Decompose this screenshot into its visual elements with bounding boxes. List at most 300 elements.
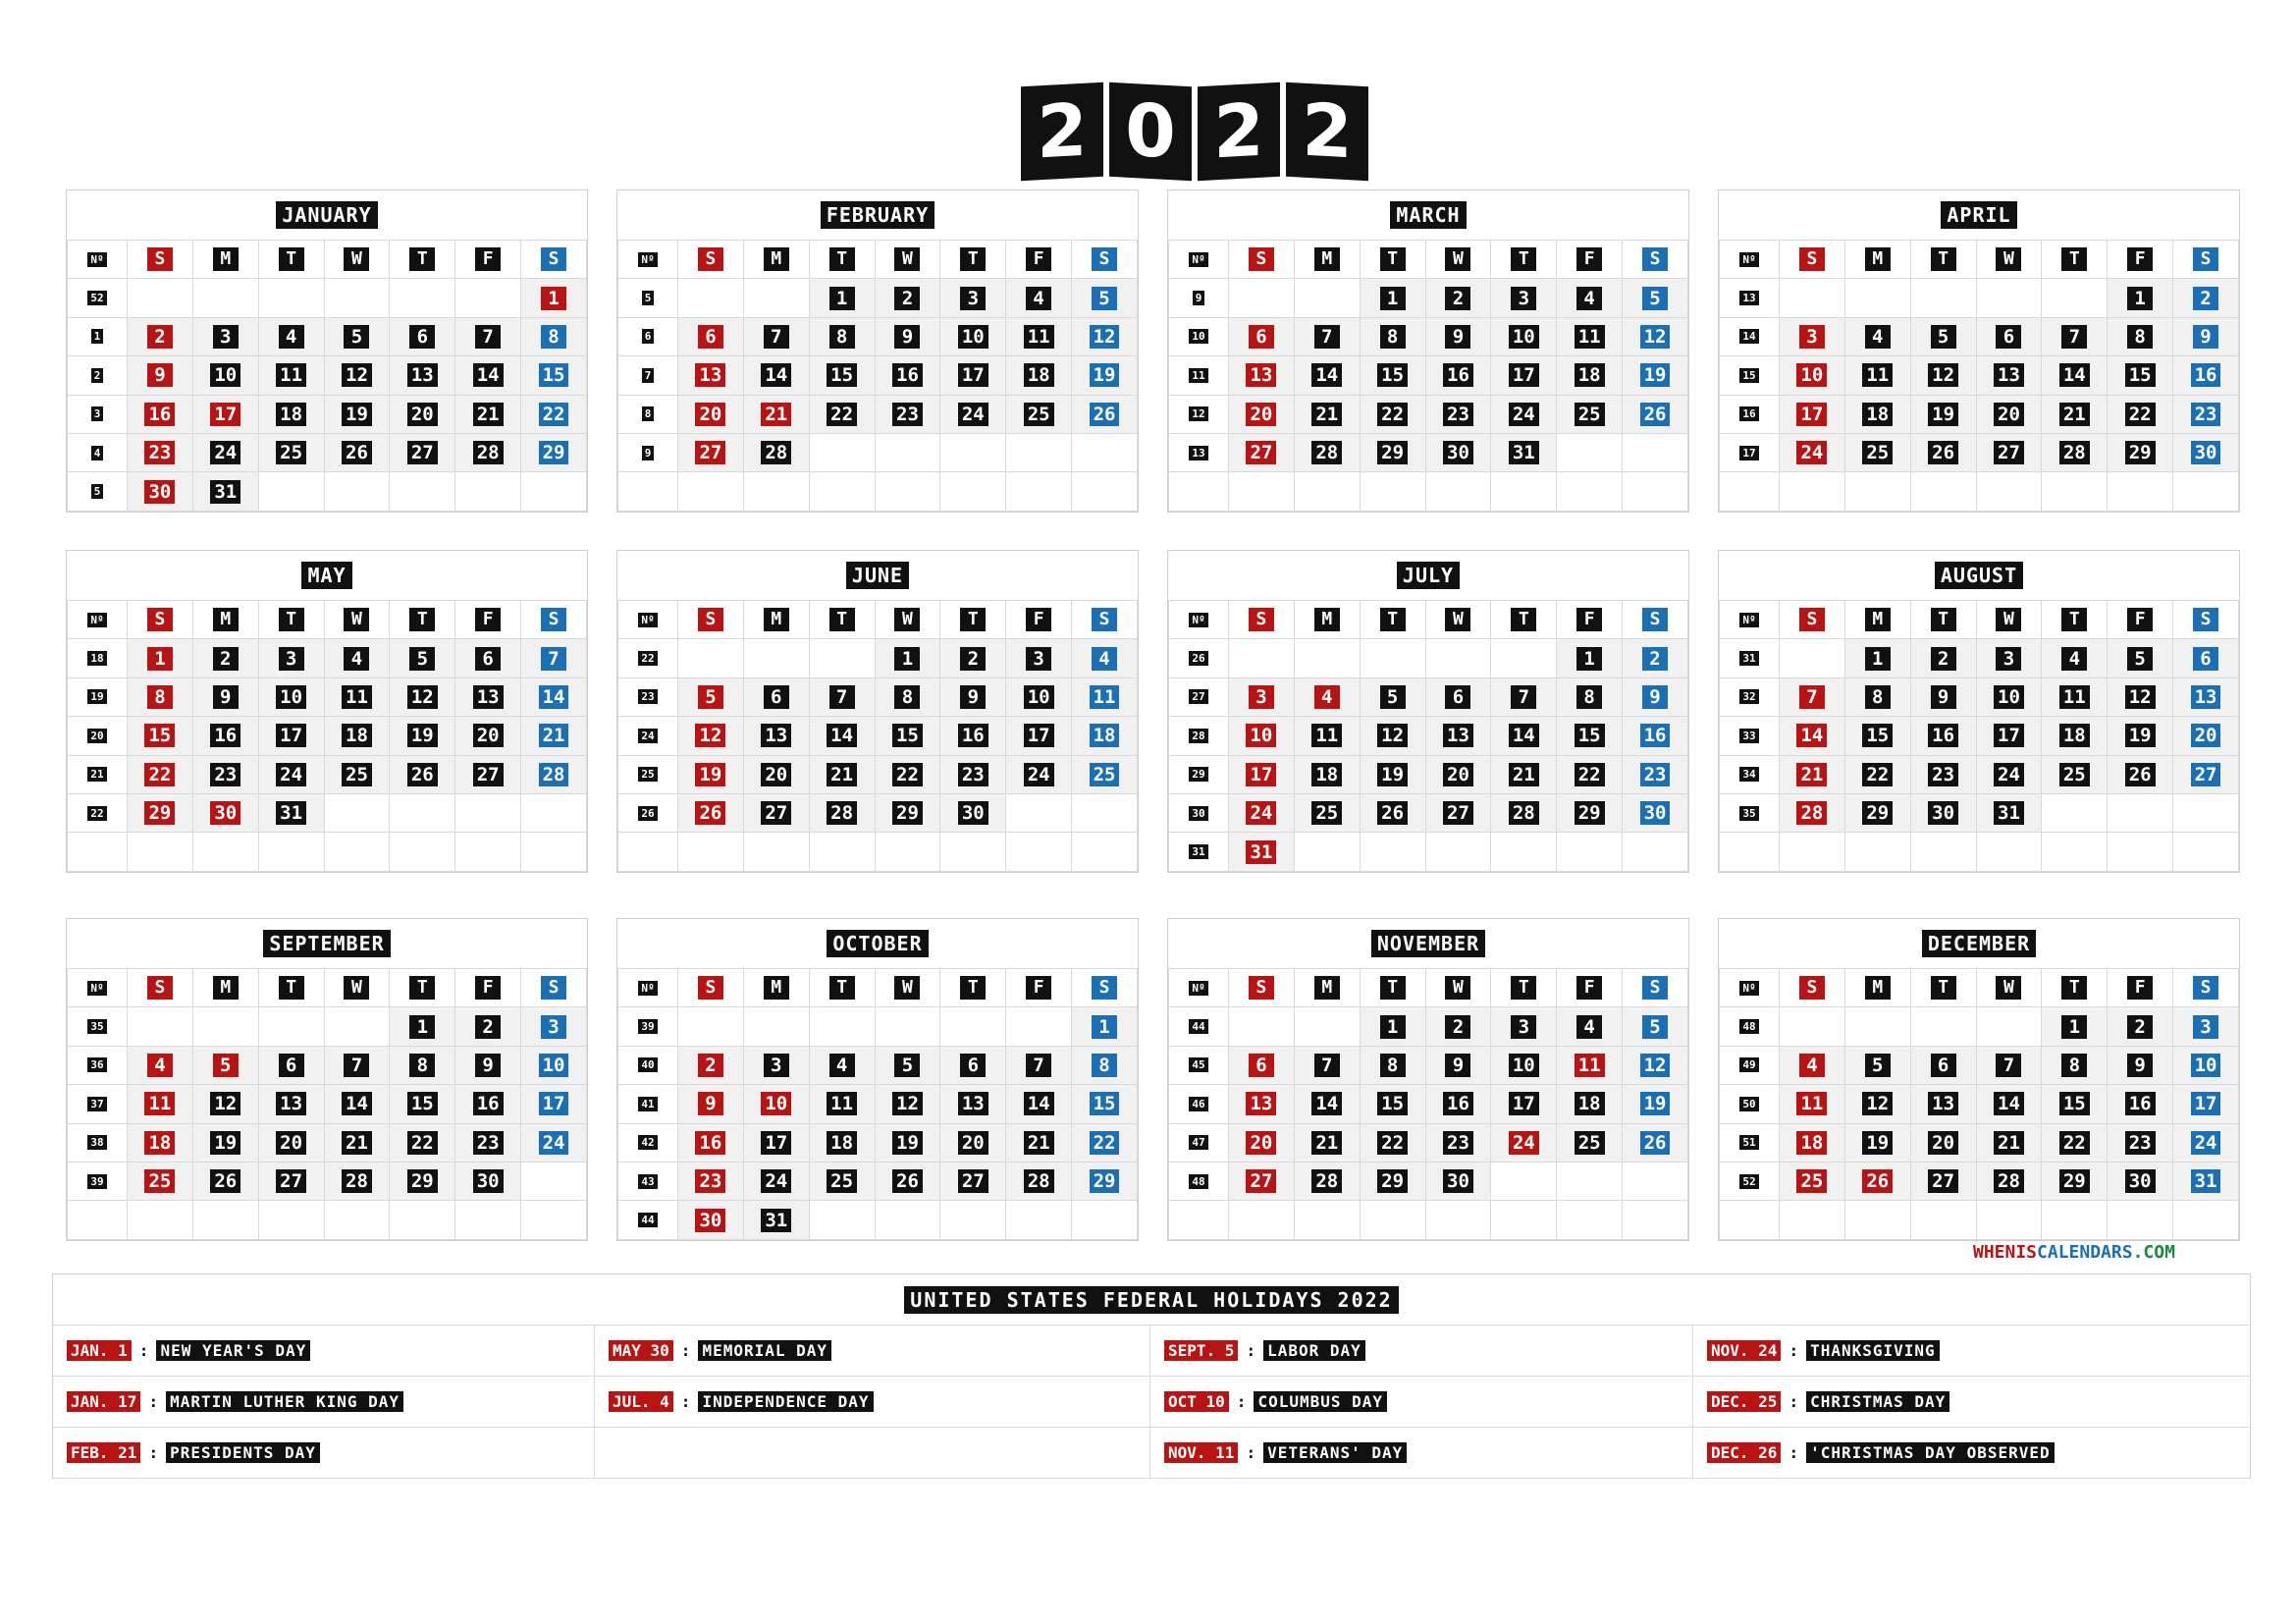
week-number	[1169, 1007, 1229, 1046]
day-number: 20	[1928, 1131, 1958, 1155]
day-number: 15	[1377, 1092, 1408, 1115]
day-cell	[1072, 717, 1138, 755]
week-number-label: Nº	[87, 252, 106, 267]
day-cell	[192, 1046, 258, 1084]
day-number: 7	[1314, 1054, 1340, 1077]
week-number	[68, 1123, 128, 1162]
day-cell	[809, 717, 875, 755]
day-number: 10	[761, 1092, 791, 1115]
day-number: 28	[1796, 801, 1827, 825]
weekday-header	[2042, 241, 2108, 279]
week-row	[1169, 755, 1688, 793]
day-cell	[2108, 677, 2173, 716]
day-cell	[455, 677, 521, 716]
day-cell	[875, 755, 940, 793]
day-number: 8	[894, 685, 920, 709]
day-number: 17	[1509, 1092, 1539, 1115]
day-number: 18	[827, 1131, 857, 1155]
day-number: 11	[1796, 1092, 1827, 1115]
month-name: MARCH	[1390, 201, 1466, 229]
day-cell	[1491, 1123, 1557, 1162]
day-cell	[1976, 717, 2042, 755]
week-row	[618, 1007, 1138, 1046]
day-number: 14	[1024, 1092, 1054, 1115]
day-number: 27	[1246, 441, 1276, 464]
day-cell	[2173, 677, 2239, 716]
year-digit: 2	[1286, 82, 1368, 181]
day-number: 20	[695, 403, 725, 426]
day-number: 1	[829, 287, 855, 310]
day-number: 11	[1862, 363, 1893, 387]
month-december	[1718, 918, 2240, 1241]
day-cell	[743, 1085, 809, 1123]
day-number: 29	[144, 801, 175, 825]
day-cell	[1229, 356, 1295, 395]
holiday-entry	[1693, 1428, 2251, 1479]
holiday-name: MEMORIAL DAY	[698, 1340, 831, 1361]
week-number	[68, 1007, 128, 1046]
day-cell	[455, 639, 521, 677]
day-number: 26	[1928, 441, 1958, 464]
day-cell	[1780, 433, 1845, 471]
week-number-label: Nº	[1739, 252, 1758, 267]
day-number: 12	[407, 685, 438, 709]
day-number: 5	[213, 1054, 239, 1077]
day-number: 15	[1090, 1092, 1120, 1115]
week-number	[1720, 356, 1780, 395]
day-number: 4	[1576, 1015, 1602, 1039]
day-number: 12	[1640, 1054, 1671, 1077]
week-number-value: 10	[1189, 329, 1207, 344]
day-cell	[678, 433, 744, 471]
empty-cell	[128, 1007, 193, 1046]
week-row	[68, 639, 587, 677]
day-cell	[455, 1085, 521, 1123]
day-number: 22	[1862, 763, 1893, 786]
day-number: 10	[1796, 363, 1827, 387]
day-number: 13	[1246, 1092, 1276, 1115]
day-number: 20	[407, 403, 438, 426]
weekday-header-row	[1720, 969, 2239, 1007]
day-cell	[192, 677, 258, 716]
day-cell	[1360, 317, 1425, 355]
weekday-label: F	[2127, 247, 2153, 271]
day-cell	[1623, 1046, 1688, 1084]
day-cell	[678, 755, 744, 793]
week-row	[618, 793, 1138, 832]
day-cell	[1360, 717, 1425, 755]
month-grid	[617, 968, 1138, 1240]
day-cell	[390, 1046, 455, 1084]
month-title	[617, 919, 1138, 968]
week-number	[618, 833, 678, 871]
week-number-value: 48	[1739, 1019, 1758, 1034]
day-cell	[875, 639, 940, 677]
weekday-label: S	[147, 247, 173, 271]
weekday-label: S	[541, 608, 566, 631]
day-number: 4	[1092, 647, 1117, 671]
month-title	[67, 190, 587, 240]
day-cell	[1976, 1162, 2042, 1200]
day-cell	[258, 1046, 324, 1084]
day-number: 31	[1246, 840, 1276, 864]
empty-cell	[1425, 833, 1491, 871]
day-cell	[1229, 677, 1295, 716]
day-number: 3	[764, 1054, 789, 1077]
weekday-header	[1910, 241, 1976, 279]
weekday-label: M	[764, 976, 789, 1000]
day-cell	[324, 717, 390, 755]
day-cell	[2042, 1123, 2108, 1162]
day-number: 28	[342, 1169, 372, 1193]
month-title	[67, 919, 587, 968]
day-number: 22	[827, 403, 857, 426]
day-number: 2	[1445, 287, 1470, 310]
week-number	[1720, 395, 1780, 433]
day-number: 18	[342, 724, 372, 747]
empty-cell	[521, 793, 587, 832]
empty-cell	[678, 279, 744, 317]
website-link[interactable]	[1973, 1242, 2175, 1263]
day-cell	[1491, 433, 1557, 471]
day-cell	[1294, 1046, 1360, 1084]
empty-cell	[940, 1007, 1006, 1046]
weekday-header	[743, 241, 809, 279]
week-row	[68, 755, 587, 793]
week-number-value: 50	[1739, 1097, 1758, 1111]
empty-cell	[1006, 793, 1072, 832]
week-row	[1720, 793, 2239, 832]
weekday-label: T	[279, 608, 304, 631]
empty-cell	[1006, 833, 1072, 871]
weekday-label: T	[1380, 608, 1406, 631]
day-cell	[1844, 1162, 1910, 1200]
weekday-label: M	[764, 247, 789, 271]
weekday-header	[875, 601, 940, 639]
week-number	[1720, 1123, 1780, 1162]
weekday-label: S	[147, 608, 173, 631]
weekday-label: T	[279, 976, 304, 1000]
day-number: 13	[1443, 724, 1473, 747]
weekday-label: T	[1931, 976, 1956, 1000]
day-number: 18	[144, 1131, 175, 1155]
weekday-header	[1491, 969, 1557, 1007]
day-number: 20	[958, 1131, 988, 1155]
day-cell	[1557, 755, 1623, 793]
day-number: 23	[210, 763, 240, 786]
week-row	[1720, 755, 2239, 793]
day-number: 26	[210, 1169, 240, 1193]
day-number: 9	[960, 685, 986, 709]
day-cell	[1844, 317, 1910, 355]
day-cell	[258, 677, 324, 716]
day-number: 27	[276, 1169, 306, 1193]
empty-cell	[743, 472, 809, 511]
weekday-header	[192, 601, 258, 639]
empty-cell	[2108, 793, 2173, 832]
week-row	[1169, 717, 1688, 755]
day-number: 1	[894, 647, 920, 671]
day-cell	[1425, 356, 1491, 395]
weekday-label: T	[829, 608, 855, 631]
empty-cell	[2173, 472, 2239, 511]
weekday-header	[1229, 601, 1295, 639]
empty-cell	[875, 1201, 940, 1239]
empty-cell	[1072, 1201, 1138, 1239]
day-cell	[1976, 1085, 2042, 1123]
week-number	[1169, 833, 1229, 871]
day-cell	[128, 1162, 193, 1200]
day-number: 24	[1994, 763, 2024, 786]
month-grid	[617, 240, 1138, 512]
day-number: 21	[473, 403, 504, 426]
holiday-date: FEB. 21	[67, 1442, 140, 1463]
weekday-label: F	[1576, 976, 1602, 1000]
month-title	[617, 190, 1138, 240]
week-row	[1720, 279, 2239, 317]
week-number	[1720, 793, 1780, 832]
week-number	[68, 677, 128, 716]
day-number: 12	[342, 363, 372, 387]
empty-cell	[1844, 833, 1910, 871]
weekday-label: S	[541, 247, 566, 271]
weekday-label: S	[698, 976, 723, 1000]
day-number: 27	[1994, 441, 2024, 464]
week-number-value: 22	[638, 651, 657, 666]
week-number	[618, 279, 678, 317]
weekday-header	[1557, 969, 1623, 1007]
day-cell	[258, 433, 324, 471]
month-grid	[1719, 968, 2239, 1240]
week-number	[1169, 717, 1229, 755]
day-cell	[1844, 395, 1910, 433]
day-cell	[743, 755, 809, 793]
day-number: 18	[1575, 363, 1605, 387]
day-cell	[128, 317, 193, 355]
day-number: 14	[1796, 724, 1827, 747]
day-number: 6	[960, 1054, 986, 1077]
empty-cell	[1557, 833, 1623, 871]
weekday-header	[1623, 969, 1688, 1007]
weekday-header	[2173, 241, 2239, 279]
week-number-value: 22	[87, 806, 106, 821]
week-number-label: Nº	[638, 981, 657, 996]
day-cell	[390, 1007, 455, 1046]
day-cell	[1557, 1046, 1623, 1084]
day-number: 8	[147, 685, 173, 709]
month-september	[66, 918, 588, 1241]
day-number: 9	[2193, 325, 2218, 349]
weekday-label: S	[1642, 976, 1668, 1000]
day-cell	[1844, 1085, 1910, 1123]
week-row	[1720, 1085, 2239, 1123]
day-number: 28	[473, 441, 504, 464]
day-number: 25	[276, 441, 306, 464]
day-cell	[1910, 1162, 1976, 1200]
empty-cell	[521, 472, 587, 511]
week-number	[1720, 639, 1780, 677]
week-number	[618, 356, 678, 395]
day-number: 24	[1509, 1131, 1539, 1155]
empty-cell	[1491, 1201, 1557, 1239]
empty-cell	[1006, 1007, 1072, 1046]
month-may	[66, 550, 588, 873]
week-number-value: 26	[1189, 651, 1207, 666]
day-cell	[192, 356, 258, 395]
day-number: 10	[210, 363, 240, 387]
day-cell	[1425, 1123, 1491, 1162]
empty-cell	[1780, 833, 1845, 871]
weekday-label: W	[1445, 976, 1470, 1000]
empty-cell	[1229, 1007, 1295, 1046]
week-number	[68, 356, 128, 395]
day-number: 22	[2059, 1131, 2090, 1155]
empty-cell	[390, 1201, 455, 1239]
day-cell	[1491, 717, 1557, 755]
empty-cell	[128, 279, 193, 317]
week-row	[618, 317, 1138, 355]
empty-cell	[521, 1162, 587, 1200]
day-number: 7	[541, 647, 566, 671]
day-number: 14	[761, 363, 791, 387]
day-number: 28	[1509, 801, 1539, 825]
day-number: 5	[409, 647, 435, 671]
day-number: 10	[1246, 724, 1276, 747]
holiday-date: NOV. 11	[1164, 1442, 1238, 1463]
weekday-label: M	[1865, 976, 1891, 1000]
day-number: 2	[894, 287, 920, 310]
day-cell	[2173, 717, 2239, 755]
day-number: 29	[407, 1169, 438, 1193]
week-number	[68, 1162, 128, 1200]
day-number: 3	[2193, 1015, 2218, 1039]
day-cell	[2042, 395, 2108, 433]
empty-cell	[1294, 833, 1360, 871]
week-number-value: 36	[87, 1057, 106, 1072]
weekday-header	[455, 241, 521, 279]
weekday-header	[1294, 601, 1360, 639]
weekday-header-row	[68, 969, 587, 1007]
day-number: 6	[1931, 1054, 1956, 1077]
day-cell	[1910, 317, 1976, 355]
day-number: 9	[1931, 685, 1956, 709]
weekday-header	[2108, 241, 2173, 279]
day-cell	[2108, 755, 2173, 793]
day-number: 9	[475, 1054, 501, 1077]
day-cell	[743, 1046, 809, 1084]
day-cell	[2108, 395, 2173, 433]
month-grid	[67, 240, 587, 512]
day-number: 18	[1796, 1131, 1827, 1155]
day-cell	[1976, 639, 2042, 677]
day-cell	[390, 717, 455, 755]
day-cell	[1229, 1085, 1295, 1123]
holiday-separator: :	[1789, 1392, 1799, 1411]
day-number: 9	[894, 325, 920, 349]
week-number-value: 28	[1189, 729, 1207, 743]
day-cell	[678, 1123, 744, 1162]
day-number: 25	[342, 763, 372, 786]
day-number: 1	[409, 1015, 435, 1039]
weekday-label: W	[1996, 976, 2021, 1000]
weekday-header	[1072, 969, 1138, 1007]
day-cell	[678, 677, 744, 716]
day-cell	[1425, 279, 1491, 317]
day-cell	[455, 1046, 521, 1084]
year-digit: 2	[1021, 82, 1103, 181]
week-number-value: 11	[1189, 368, 1207, 383]
day-cell	[1072, 317, 1138, 355]
empty-cell	[324, 1201, 390, 1239]
weekday-header	[1006, 241, 1072, 279]
day-number: 5	[1642, 1015, 1668, 1039]
day-number: 26	[695, 801, 725, 825]
day-cell	[940, 317, 1006, 355]
day-cell	[1006, 1123, 1072, 1162]
empty-cell	[1780, 472, 1845, 511]
day-number: 31	[2191, 1169, 2221, 1193]
day-cell	[1072, 1007, 1138, 1046]
empty-cell	[1844, 472, 1910, 511]
week-number-value: 4	[91, 446, 104, 460]
day-cell	[128, 356, 193, 395]
week-row	[1169, 1162, 1688, 1200]
day-number: 4	[344, 647, 369, 671]
week-number-header	[1169, 601, 1229, 639]
weekday-header	[324, 241, 390, 279]
week-number-value: 1	[91, 329, 104, 344]
day-cell	[2042, 755, 2108, 793]
day-cell	[1425, 677, 1491, 716]
day-cell	[1425, 1162, 1491, 1200]
day-cell	[678, 395, 744, 433]
week-number-label: Nº	[87, 613, 106, 627]
week-number-label: Nº	[1189, 252, 1207, 267]
day-number: 14	[2059, 363, 2090, 387]
day-number: 16	[210, 724, 240, 747]
day-number: 16	[1928, 724, 1958, 747]
weekday-label: F	[2127, 608, 2153, 631]
day-number: 9	[698, 1092, 723, 1115]
week-number	[618, 1046, 678, 1084]
empty-cell	[1491, 639, 1557, 677]
weekday-header	[128, 241, 193, 279]
day-cell	[1976, 433, 2042, 471]
day-number: 17	[276, 724, 306, 747]
day-cell	[1491, 356, 1557, 395]
day-number: 19	[407, 724, 438, 747]
day-cell	[1623, 1085, 1688, 1123]
day-number: 20	[1994, 403, 2024, 426]
day-cell	[809, 395, 875, 433]
weekday-label: T	[409, 608, 435, 631]
weekday-label: W	[1445, 608, 1470, 631]
day-cell	[1623, 677, 1688, 716]
day-cell	[1623, 717, 1688, 755]
empty-cell	[324, 472, 390, 511]
day-cell	[2042, 639, 2108, 677]
day-number: 20	[1246, 403, 1276, 426]
day-cell	[1425, 793, 1491, 832]
empty-cell	[1557, 1162, 1623, 1200]
week-number-value: 9	[1193, 291, 1205, 305]
day-cell	[1623, 1007, 1688, 1046]
day-number: 3	[1799, 325, 1825, 349]
day-number: 6	[1445, 685, 1470, 709]
empty-cell	[1557, 433, 1623, 471]
day-cell	[2042, 433, 2108, 471]
week-row	[68, 717, 587, 755]
